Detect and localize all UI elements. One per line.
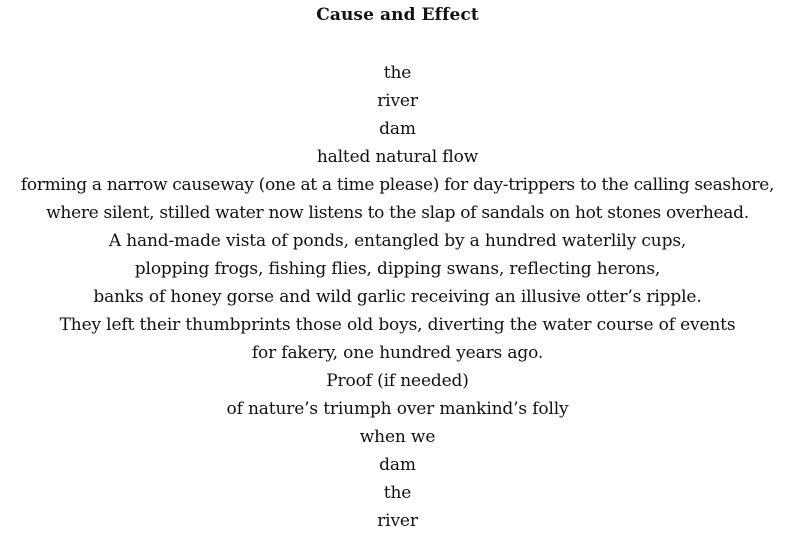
poem-title: Cause and Effect (316, 5, 479, 25)
poem-line: They left their thumbprints those old boys, diverting the water course of events (59, 315, 736, 335)
poem-line: river (377, 91, 418, 111)
poem-line: forming a narrow causeway (one at a time please) for day-trippers to the calling seashore, (20, 175, 775, 195)
poem-line: when we (359, 427, 436, 447)
poem-line: for fakery, one hundred years ago. (251, 343, 544, 363)
poem-line: halted natural flow (316, 147, 479, 167)
poem-line: A hand-made vista of ponds, entangled by a hundred waterlily cups, (108, 231, 687, 251)
poem-line: river (377, 511, 418, 531)
poem-line: dam (379, 119, 416, 139)
poem-line: the (383, 483, 412, 503)
poem-line: Proof (if needed) (326, 371, 469, 391)
poem-line: where silent, stilled water now listens to the slap of sandals on hot stones overhead. (46, 203, 749, 223)
poem-line: banks of honey gorse and wild garlic receiving an illusive otter’s ripple. (93, 287, 702, 307)
poem-line: the (383, 63, 412, 83)
poem-body (0, 59, 795, 535)
poem-line: dam (379, 455, 416, 475)
poem-line: of nature’s triumph over mankind’s folly (226, 399, 569, 419)
poem-line: plopping frogs, fishing flies, dipping swans, reflecting herons, (134, 259, 661, 279)
